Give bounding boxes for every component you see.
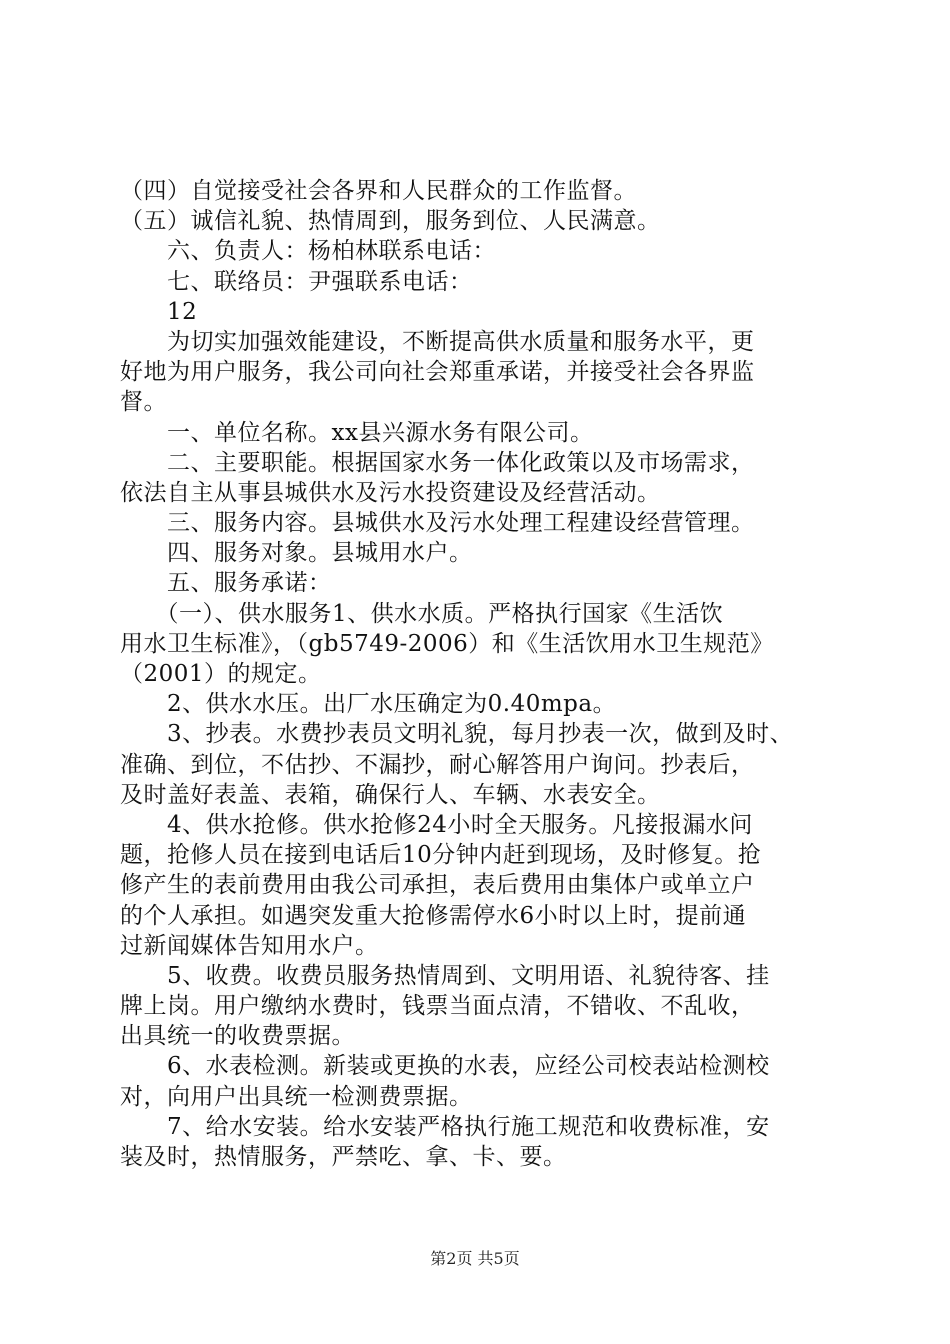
text-line: （一）、供水服务1、供水水质。严格执行国家《生活饮: [120, 600, 724, 627]
text-line: （五）诚信礼貌、热情周到，服务到位、人民满意。: [120, 208, 661, 235]
text-line: 督。: [120, 389, 167, 416]
text-line: 好地为用户服务，我公司向社会郑重承诺，并接受社会各界监: [120, 359, 755, 386]
text-line: 修产生的表前费用由我公司承担，表后费用由集体户或单立户: [120, 872, 755, 899]
page-footer: 第2页 共5页: [430, 1249, 520, 1268]
text-line: 3、抄表。水费抄表员文明礼貌，每月抄表一次，做到及时、: [120, 721, 794, 748]
text-line: （2001）的规定。: [120, 661, 322, 687]
text-line: 对，向用户出具统一检测费票据。: [120, 1083, 473, 1110]
text-line: 6、水表检测。新装或更换的水表，应经公司校表站检测校: [120, 1053, 770, 1080]
text-line: 7、给水安装。给水安装严格执行施工规范和收费标准，安: [120, 1113, 770, 1140]
text-line: 三、服务内容。县城供水及污水处理工程建设经营管理。: [120, 510, 755, 537]
text-line: 依法自主从事县城供水及污水投资建设及经营活动。: [120, 479, 661, 506]
text-line: 4、供水抢修。供水抢修24小时全天服务。凡接报漏水问: [120, 811, 753, 838]
text-line: 题，抢修人员在接到电话后10分钟内赶到现场，及时修复。抢: [120, 842, 762, 869]
text-line: 七、联络员：尹强联系电话：: [120, 268, 473, 295]
text-line: 2、供水水压。出厂水压确定为0.40mpa。: [120, 691, 617, 718]
text-line: 为切实加强效能建设，不断提高供水质量和服务水平，更: [120, 328, 755, 355]
text-line: 准确、到位，不估抄、不漏抄，耐心解答用户询问。抄表后，: [120, 751, 755, 778]
text-line: 出具统一的收费票据。: [120, 1023, 355, 1050]
text-line: 一、单位名称。xx县兴源水务有限公司。: [120, 419, 594, 446]
text-line: 用水卫生标准》，（gb5749-2006）和《生活饮用水卫生规范》: [120, 630, 774, 657]
text-line: 二、主要职能。根据国家水务一体化政策以及市场需求，: [120, 449, 755, 476]
text-line: 及时盖好表盖、表箱，确保行人、车辆、水表安全。: [120, 781, 661, 808]
text-line: 装及时，热情服务，严禁吃、拿、卡、要。: [120, 1144, 567, 1170]
text-line: （四）自觉接受社会各界和人民群众的工作监督。: [120, 178, 637, 204]
text-line: 牌上岗。用户缴纳水费时，钱票当面点清，不错收、不乱收，: [120, 993, 755, 1020]
text-line: 六、负责人：杨柏林联系电话：: [120, 238, 496, 265]
text-line: 的个人承担。如遇突发重大抢修需停水6小时以上时，提前通: [120, 902, 747, 929]
text-line: 5、收费。收费员服务热情周到、文明用语、礼貌待客、挂: [120, 962, 770, 989]
text-line: 五、服务承诺：: [120, 570, 332, 597]
text-line: 过新闻媒体告知用水户。: [120, 932, 379, 959]
text-line: 四、服务对象。县城用水户。: [120, 540, 473, 567]
document-body: [120, 176, 832, 1172]
text-line: 12: [120, 298, 198, 325]
